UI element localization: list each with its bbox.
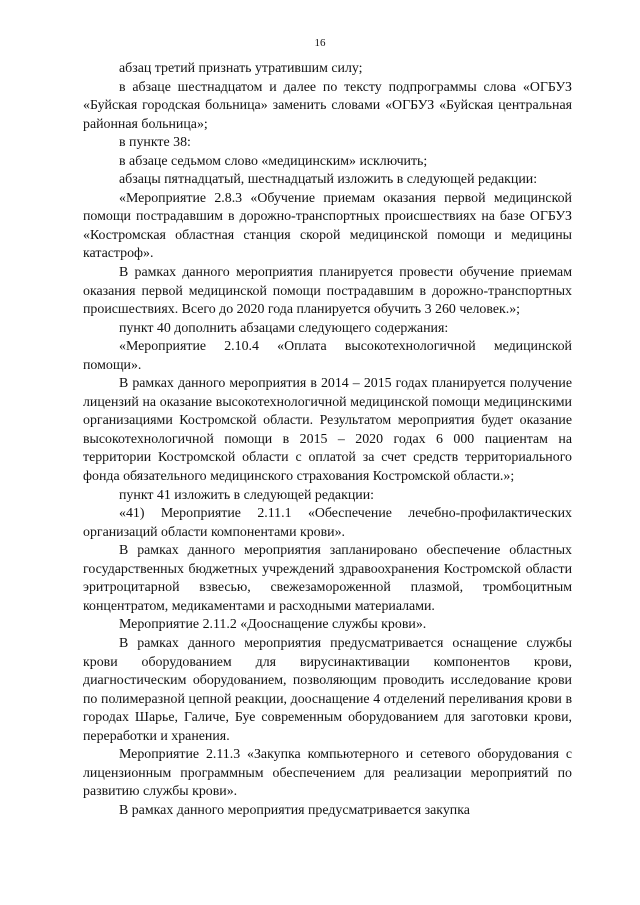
paragraph: В рамках данного мероприятия в 2014 – 2015 годах планируется получение лицензий на оказание высокотехнологичной медицинской помощи медицинскими организациями Костромской области. Результатом мероприятия будет оказание высокотехнологичной помощи в 2015 – 2020 годах 6 000 пациентам на территории Костромской области с оплатой за счет средств территориального фонда обязательного медицинского страхования Костромской области.»; — [83, 376, 572, 485]
paragraph: В рамках данного мероприятия предусматривается оснащение службы крови оборудованием для вирусинактивации компонентов крови, диагностическим оборудованием, позволяющим проводить исследование крови по полимеразной цепной реакции, дооснащение 4 отделений переливания крови в городах Шарье, Галиче, Буе современным оборудованием для заготовки крови, переработки и хранения. — [83, 635, 572, 744]
paragraph: Мероприятие 2.11.2 «Дооснащение службы крови». — [119, 617, 427, 633]
paragraph: пункт 41 изложить в следующей редакции: — [119, 487, 374, 503]
paragraph: В рамках данного мероприятия предусматривается закупка — [119, 802, 470, 818]
paragraph: в пункте 38: — [119, 135, 191, 151]
page-number: 16 — [314, 37, 326, 49]
paragraph: «41) Мероприятие 2.11.1 «Обеспечение лечебно-профилактических организаций области компонентами крови». — [83, 506, 572, 540]
paragraph: пункт 40 дополнить абзацами следующего содержания: — [119, 320, 449, 336]
paragraph: в абзаце седьмом слово «медицинским» исключить; — [119, 153, 428, 169]
paragraph: абзацы пятнадцатый, шестнадцатый изложить в следующей редакции: — [119, 172, 538, 188]
paragraph: Мероприятие 2.11.3 «Закупка компьютерного и сетевого оборудования с лицензионным программным обеспечением для реализации мероприятий по развитию службы крови». — [83, 747, 572, 800]
paragraph: абзац третий признать утратившим силу; — [119, 61, 363, 76]
body-text — [83, 60, 572, 820]
paragraph: В рамках данного мероприятия планируется провести обучение приемам оказания первой медицинской помощи пострадавшим в дорожно-транспортных происшествиях. Всего до 2020 года планируется обучить 3 260 человек.»; — [83, 265, 572, 318]
paragraph: «Мероприятие 2.10.4 «Оплата высокотехнологичной медицинской помощи». — [83, 339, 572, 373]
paragraph: В рамках данного мероприятия запланировано обеспечение областных государственных бюджетных учреждений здравоохранения Костромской области эритроцитарной взвесью, свежезамороженной плазмой, тромбоцитным концентратом, медикаментами и расходными материалами. — [83, 543, 572, 614]
paragraph: «Мероприятие 2.8.3 «Обучение приемам оказания первой медицинской помощи пострадавшим в дорожно-транспортных происшествиях на базе ОГБУЗ «Костромская областная станция скорой медицинской помощи и медицины катастроф». — [83, 190, 572, 262]
paragraph: в абзаце шестнадцатом и далее по тексту подпрограммы слова «ОГБУЗ «Буйская городская больница» заменить словами «ОГБУЗ «Буйская центральная районная больница»; — [83, 79, 572, 132]
